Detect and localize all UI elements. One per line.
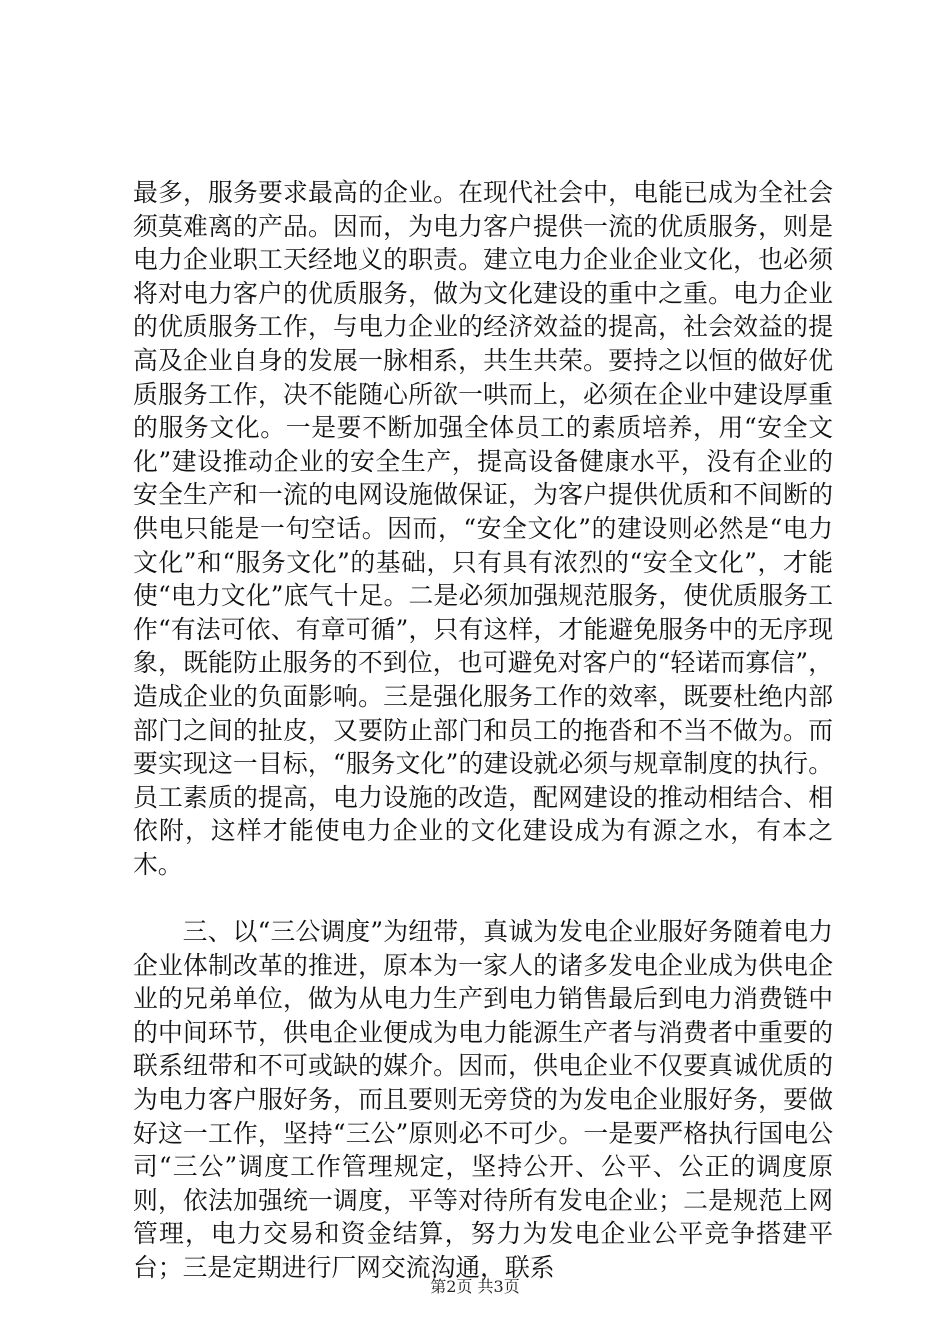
page-footer-indicator: 第2页 共3页 xyxy=(430,1277,520,1296)
document-body xyxy=(133,176,833,1285)
body-paragraph-service-culture: 最多，服务要求最高的企业。在现代社会中，电能已成为全社会须莫难离的产品。因而，为电力客户提供一流的优质服务，则是电力企业职工天经地义的职责。建立电力企业企业文化，也必须将对电力客户的优质服务，做为文化建设的重中之重。电力企业的优质服务工作，与电力企业的经济效益的提高，社会效益的提高及企业自身的发展一脉相系，共生共荣。要持之以恒的做好优质服务工作，决不能随心所欲一哄而上，必须在企业中建设厚重的服务文化。一是要不断加强全体员工的素质培养，用“安全文化”建设推动企业的安全生产，提高设备健康水平，没有企业的安全生产和一流的电网设施做保证，为客户提供优质和不间断的供电只能是一句空话。因而，“安全文化”的建设则必然是“电力文化”和“服务文化”的基础，只有具有浓烈的“安全文化”，才能使“电力文化”底气十足。二是必须加强规范服务，使优质服务工作“有法可依、有章可循”，只有这样，才能避免服务中的无序现象，既能防止服务的不到位，也可避免对客户的“轻诺而寡信”，造成企业的负面影响。三是强化服务工作的效率，既要杜绝内部部门之间的扯皮，又要防止部门和员工的拖沓和不当不做为。而要实现这一目标，“服务文化”的建设就必须与规章制度的执行。员工素质的提高，电力设施的改造，配网建设的推动相结合、相依附，这样才能使电力企业的文化建设成为有源之水，有本之木。 xyxy=(133,178,833,879)
body-paragraph-three-principles-dispatch: 三、以“三公调度”为纽带，真诚为发电企业服好务随着电力企业体制改革的推进，原本为一家人的诸多发电企业成为供电企业的兄弟单位，做为从电力生产到电力销售最后到电力消费链中的中间环节，供电企业便成为电力能源生产者与消费者中重要的联系纽带和不可或缺的媒介。因而，供电企业不仅要真诚优质的为电力客户服好务，而且要则无旁贷的为发电企业服好务，要做好这一工作，坚持“三公”原则必不可少。一是要严格执行国电公司“三公”调度工作管理规定，坚持公开、公平、公正的调度原则，依法加强统一调度，平等对待所有发电企业；二是规范上网管理，电力交易和资金结算，努力为发电企业公平竞争搭建平台；三是定期进行厂网交流沟通，联系 xyxy=(133,917,833,1282)
